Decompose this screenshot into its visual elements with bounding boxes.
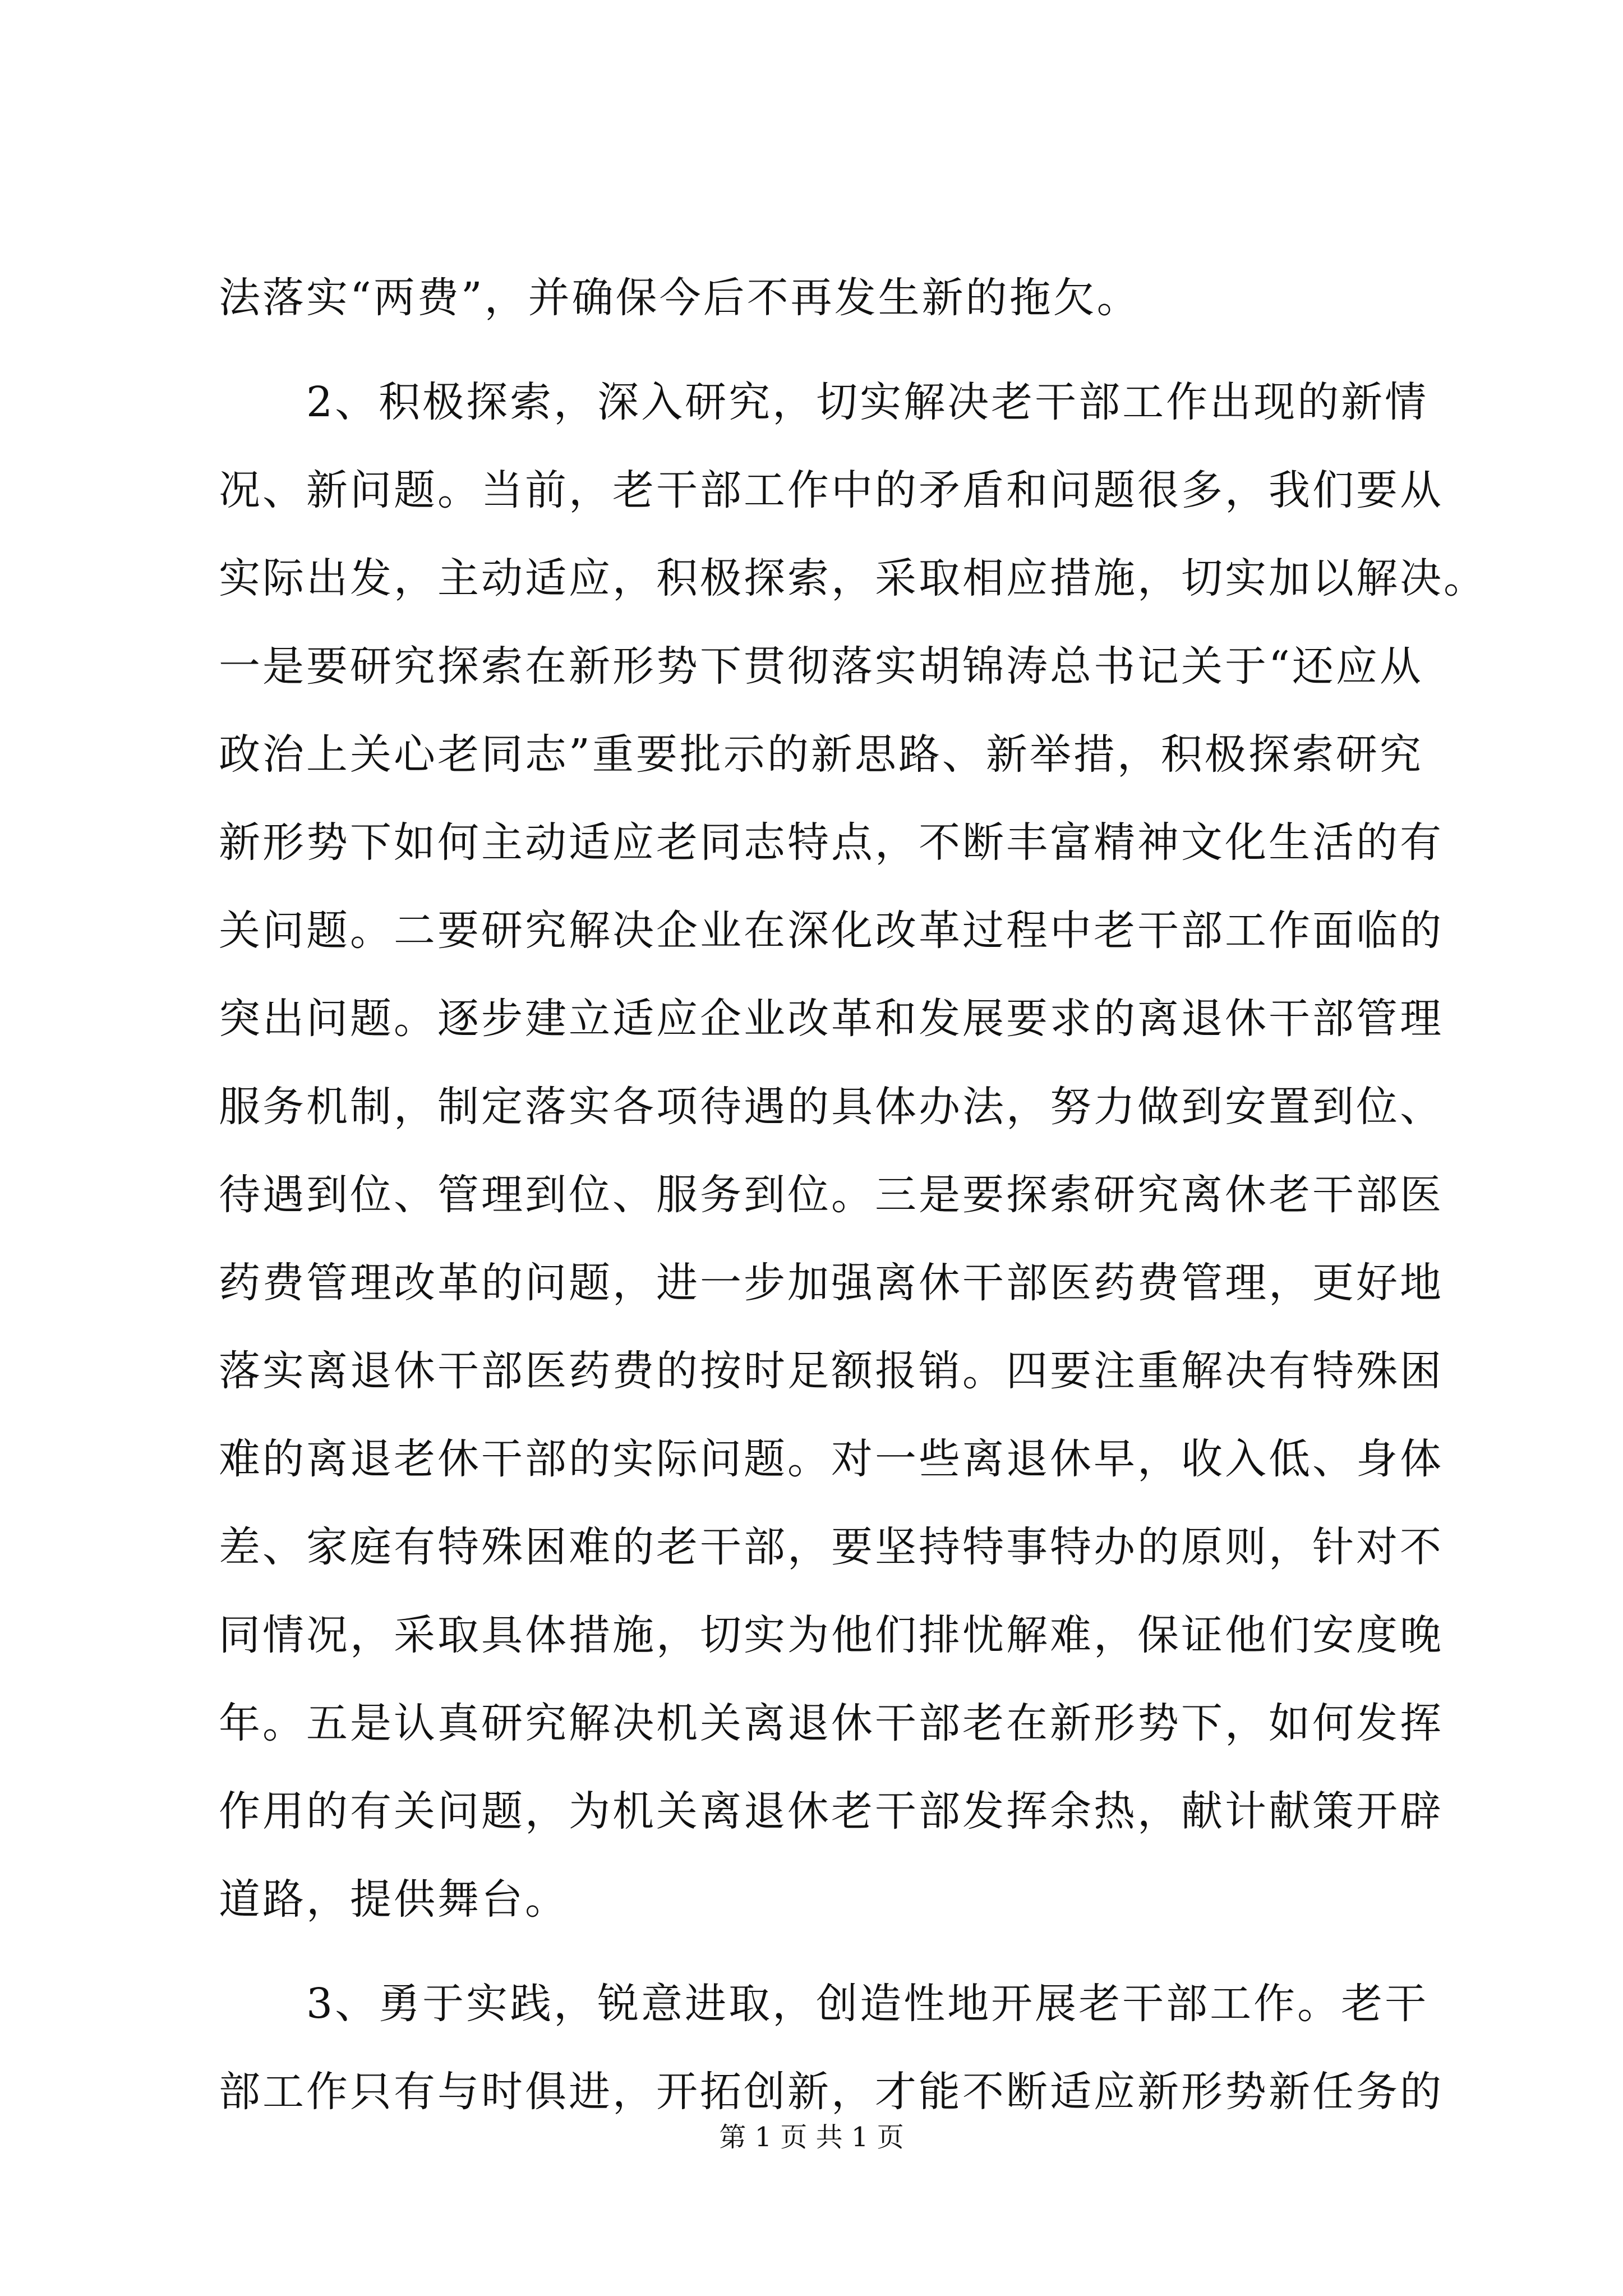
text-line: 2、积极探索，深入研究，切实解决老干部工作出现的新情 — [219, 378, 1429, 426]
text-line: 法落实“两费”，并确保今后不再发生新的拖欠。 — [219, 274, 1141, 322]
text-line: 药费管理改革的问题，进一步加强离休干部医药费管理，更好地 — [219, 1259, 1444, 1307]
paragraph — [219, 358, 1487, 1944]
text-line: 道路，提供舞台。 — [219, 1875, 569, 1924]
text-line: 突出问题。逐步建立适应企业改革和发展要求的离退休干部管理 — [219, 995, 1444, 1043]
paragraph — [219, 1960, 1444, 2136]
text-line: 年。五是认真研究解决机关离退休干部老在新形势下，如何发挥 — [219, 1699, 1444, 1747]
paragraph-spacing — [219, 1944, 1430, 1960]
text-line: 差、家庭有特殊困难的老干部，要坚持特事特办的原则，针对不 — [219, 1523, 1444, 1571]
document-body — [219, 254, 1487, 2136]
text-line: 3、勇于实践，锐意进取，创造性地开展老干部工作。老干 — [219, 1980, 1429, 2028]
text-line: 关问题。二要研究解决企业在深化改革过程中老干部工作面临的 — [219, 907, 1444, 955]
page-footer: 第 1 页 共 1 页 — [719, 2122, 904, 2153]
paragraph — [219, 254, 1430, 342]
text-line: 作用的有关问题，为机关离退休老干部发挥余热，献计献策开辟 — [219, 1787, 1444, 1835]
text-line: 待遇到位、管理到位、服务到位。三是要探索研究离休老干部医 — [219, 1171, 1444, 1219]
text-line: 况、新问题。当前，老干部工作中的矛盾和问题很多，我们要从 — [219, 466, 1444, 514]
text-line: 政治上关心老同志”重要批示的新思路、新举措，积极探索研究 — [219, 730, 1423, 779]
text-line: 落实离退休干部医药费的按时足额报销。四要注重解决有特殊困 — [219, 1347, 1444, 1395]
text-line: 部工作只有与时俱进，开拓创新，才能不断适应新形势新任务的 — [219, 2068, 1444, 2116]
text-line: 难的离退老休干部的实际问题。对一些离退休早，收入低、身体 — [219, 1435, 1444, 1483]
text-line: 一是要研究探索在新形势下贯彻落实胡锦涛总书记关于“还应从 — [219, 642, 1423, 691]
paragraph-spacing — [219, 342, 1430, 358]
text-line: 同情况，采取具体措施，切实为他们排忧解难，保证他们安度晚 — [219, 1611, 1444, 1659]
text-line: 服务机制，制定落实各项待遇的具体办法，努力做到安置到位、 — [219, 1083, 1444, 1131]
text-line: 实际出发，主动适应，积极探索，采取相应措施，切实加以解决。 — [219, 554, 1487, 602]
text-line: 新形势下如何主动适应老同志特点，不断丰富精神文化生活的有 — [219, 818, 1444, 867]
